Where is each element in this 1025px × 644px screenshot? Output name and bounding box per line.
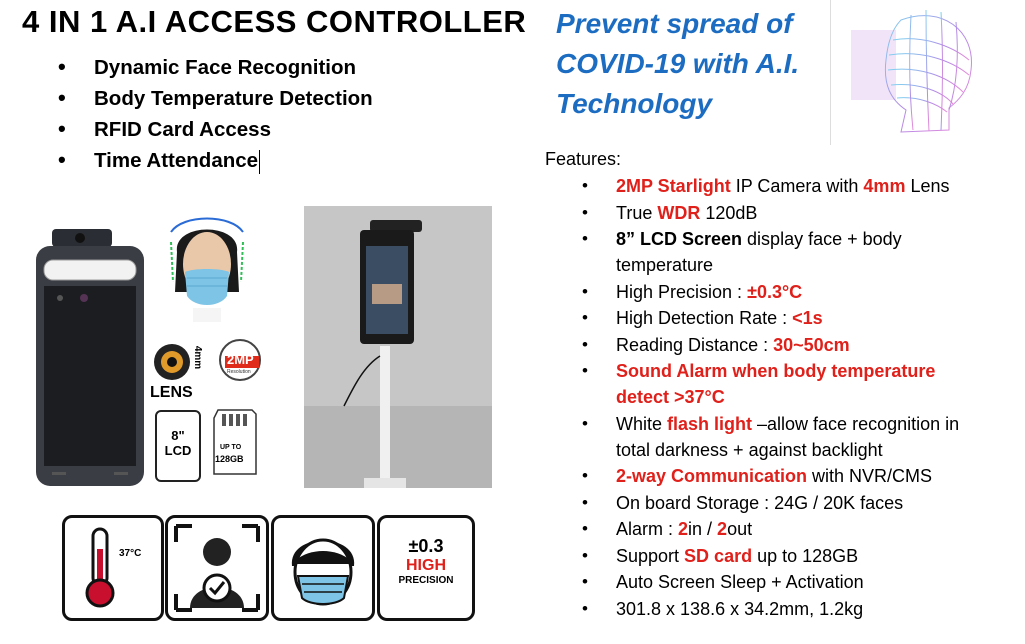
precision-high: HIGH: [406, 557, 446, 574]
feature-text: <1s: [792, 308, 823, 328]
list-item: [58, 87, 373, 118]
feature-item: [582, 332, 982, 358]
feature-text: High Detection Rate :: [616, 308, 793, 328]
list-item-label: RFID Card Access: [94, 118, 271, 141]
list-item: [58, 56, 373, 87]
feature-text: flash light: [667, 413, 753, 434]
installed-device-photo: [304, 206, 492, 488]
masked-face-photo: [163, 212, 251, 322]
resolution-label: 2MP: [227, 352, 254, 367]
wireframe-head-image: [830, 0, 991, 145]
feature-item: [582, 200, 982, 226]
feature-item: [582, 543, 982, 569]
feature-text: 2: [717, 519, 728, 539]
lcd-size-label: 8": [171, 428, 185, 443]
sd-card-badge: [212, 408, 258, 476]
feature-item: [582, 569, 982, 595]
feature-text: ±0.3°C: [747, 281, 803, 302]
feature-text: display face + body temperature: [616, 229, 902, 275]
feature-text: 30~50cm: [773, 334, 850, 355]
resolution-badge: [215, 336, 265, 386]
list-item: [58, 149, 373, 180]
feature-text: 2-way Communication: [616, 466, 808, 486]
page-title: 4 IN 1 A.I ACCESS CONTROLLER: [22, 4, 527, 39]
sd-capacity: 128GB: [215, 454, 244, 464]
feature-text: out: [727, 519, 753, 539]
feature-text: up to 128GB: [752, 545, 859, 566]
feature-text: in /: [688, 519, 718, 539]
list-item-label: Body Temperature Detection: [94, 87, 373, 110]
feature-text: WDR: [657, 202, 701, 223]
lcd-badge: [155, 410, 201, 482]
high-precision-icon: [377, 515, 475, 621]
feature-text: White: [616, 413, 668, 434]
feature-item: [582, 411, 982, 463]
temperature-icon-label: 37°C: [119, 548, 142, 559]
sd-capacity-prefix: UP TO: [220, 444, 242, 451]
feature-text: IP Camera with: [730, 176, 864, 196]
feature-text: with NVR/CMS: [807, 466, 933, 486]
face-mask-icon: [271, 515, 375, 621]
feature-text: 301.8 x 138.6 x 34.2mm, 1.2kg: [616, 598, 864, 619]
feature-item: [582, 490, 982, 516]
tagline: Prevent spread of COVID-19 with A.I. Technology: [556, 8, 800, 119]
device-front-image: [32, 226, 152, 488]
feature-text: 2: [678, 519, 689, 539]
text-cursor: [259, 150, 260, 174]
feature-item: [582, 596, 982, 622]
feature-text: True: [616, 202, 658, 223]
feature-text: Reading Distance :: [616, 334, 774, 355]
feature-item: [582, 463, 982, 489]
lens-label: LENS: [150, 384, 193, 401]
feature-text: Support: [616, 545, 685, 566]
feature-text: SD card: [684, 545, 753, 566]
list-item-label: Time Attendance: [94, 149, 259, 172]
feature-text: On board Storage : 24G / 20K faces: [616, 492, 904, 513]
feature-item: [582, 516, 982, 542]
feature-text: High Precision :: [616, 281, 748, 302]
feature-text: 4mm: [863, 176, 906, 196]
feature-text: 2MP Starlight: [616, 176, 731, 196]
precision-label: PRECISION: [398, 575, 454, 586]
features-heading: Features:: [545, 149, 622, 169]
list-item-label: Dynamic Face Recognition: [94, 56, 357, 79]
resolution-sublabel: Resolution: [227, 369, 251, 375]
feature-text: –allow face recognition in total darkness + against backlight: [616, 413, 960, 460]
feature-text: 8” LCD Screen: [616, 229, 743, 249]
features-list: [582, 173, 982, 622]
feature-text: 120dB: [700, 202, 758, 223]
face-check-icon: [165, 515, 269, 621]
feature-item: [582, 226, 982, 278]
temperature-icon: [62, 515, 164, 621]
feature-item: [582, 279, 982, 305]
feature-text: Alarm :: [616, 519, 679, 539]
list-item: [58, 118, 373, 149]
feature-summary-list: [58, 56, 373, 180]
lcd-label: LCD: [164, 443, 192, 458]
lens-size-label: 4mm: [192, 345, 204, 370]
feature-item: [582, 173, 982, 199]
feature-text: Auto Screen Sleep + Activation: [616, 572, 864, 592]
precision-value: ±0.3: [408, 536, 444, 556]
feature-item: [582, 358, 982, 410]
feature-text: Lens: [905, 176, 950, 196]
feature-item: [582, 305, 982, 331]
feature-text: Sound Alarm when body temperature detect >37°C: [616, 361, 936, 407]
lens-badge: [148, 340, 210, 404]
